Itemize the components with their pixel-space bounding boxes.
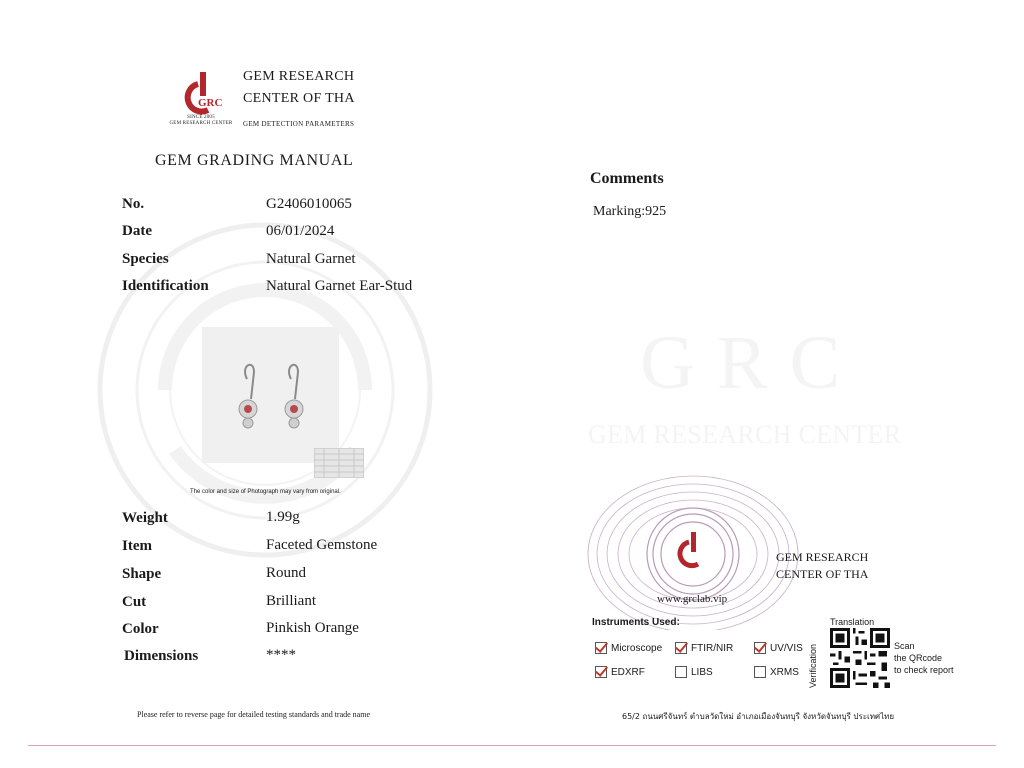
detail-label-date: Date bbox=[122, 223, 152, 239]
rosette-brand-line-2: CENTER OF THA bbox=[776, 567, 869, 581]
instrument-label: XRMS bbox=[770, 666, 799, 678]
detail-label-species: Species bbox=[122, 251, 169, 267]
logo-text: GRC bbox=[198, 97, 223, 109]
detail-value-dimensions: **** bbox=[266, 647, 296, 663]
detail-value-item: Faceted Gemstone bbox=[266, 537, 378, 553]
detail-label-shape: Shape bbox=[122, 566, 162, 582]
scan-line-3: to check report bbox=[894, 665, 954, 675]
watermark-center: GEM RESEARCH CENTER bbox=[588, 420, 902, 449]
grc-logo-icon bbox=[178, 72, 224, 116]
instrument-xrms bbox=[754, 666, 799, 678]
checkbox-checked-icon bbox=[595, 642, 607, 654]
detail-label-color: Color bbox=[122, 621, 159, 637]
checkbox-checked-icon bbox=[595, 666, 607, 678]
qr-scan-instructions bbox=[894, 640, 954, 676]
detail-value-date: 06/01/2024 bbox=[266, 223, 335, 239]
instrument-ftir-nir bbox=[675, 642, 733, 654]
logo-since-year: SINCE 2005 bbox=[187, 115, 215, 120]
qr-verification-label: Verification bbox=[808, 643, 818, 688]
logo-since-sub: GEM RESEARCH CENTER bbox=[169, 121, 233, 126]
rosette-url: www.grclab.vip bbox=[657, 593, 728, 605]
instrument-label: EDXRF bbox=[611, 666, 645, 678]
footer-address: 65/2 ถนนศรีจันทร์ ตำบลวัดใหม่ อำเภอเมืองจันทบุรี จังหวัดจันทบุรี ประเทศไทย bbox=[622, 712, 895, 721]
instrument-libs bbox=[675, 666, 713, 678]
detail-label-weight: Weight bbox=[122, 510, 168, 526]
detail-value-color: Pinkish Orange bbox=[266, 620, 359, 636]
instrument-edxrf bbox=[595, 666, 645, 678]
rosette-seal bbox=[582, 468, 804, 630]
logo-since bbox=[168, 115, 234, 127]
detail-label-item: Item bbox=[122, 538, 152, 554]
photo-caption: The color and size of Photograph may vary from original. bbox=[190, 489, 341, 495]
instrument-label: Microscope bbox=[611, 642, 663, 654]
document-title: GEM GRADING MANUAL bbox=[155, 152, 354, 169]
footer-note: Please refer to reverse page for detailed testing standards and trade name bbox=[137, 710, 371, 719]
product-photo bbox=[202, 327, 339, 463]
brand-line-1: GEM RESEARCH bbox=[243, 69, 355, 84]
detail-label-no: No. bbox=[122, 196, 145, 212]
detail-value-no: G2406010065 bbox=[266, 196, 352, 212]
footer-divider bbox=[28, 745, 996, 746]
instrument-uv-vis bbox=[754, 642, 803, 654]
instrument-label: UV/VIS bbox=[770, 642, 803, 654]
detail-value-species: Natural Garnet bbox=[266, 251, 356, 267]
checkbox-empty-icon bbox=[675, 666, 687, 678]
comments-title: Comments bbox=[590, 170, 664, 187]
instrument-label: FTIR/NIR bbox=[691, 642, 734, 654]
comments-text: Marking:925 bbox=[593, 204, 667, 219]
instrument-microscope bbox=[595, 642, 662, 654]
checkbox-checked-icon bbox=[675, 642, 687, 654]
hologram-sticker bbox=[314, 448, 364, 478]
detail-value-shape: Round bbox=[266, 565, 307, 581]
instruments-title: Instruments Used: bbox=[592, 617, 680, 628]
rosette-brand-line-1: GEM RESEARCH bbox=[776, 550, 869, 564]
qr-code-icon[interactable] bbox=[830, 628, 890, 688]
scan-line-2: the QRcode bbox=[894, 653, 943, 663]
qr-translation-label: Translation bbox=[830, 617, 875, 627]
detail-value-cut: Brilliant bbox=[266, 593, 316, 609]
scan-line-1: Scan bbox=[894, 641, 915, 651]
checkbox-checked-icon bbox=[754, 642, 766, 654]
instrument-label: LIBS bbox=[691, 666, 713, 678]
detail-label-identification: Identification bbox=[122, 278, 209, 294]
detail-value-identification: Natural Garnet Ear-Stud bbox=[266, 278, 413, 294]
detail-label-dimensions: Dimensions bbox=[124, 648, 199, 664]
detail-label-cut: Cut bbox=[122, 594, 147, 610]
detail-value-weight: 1.99g bbox=[266, 509, 300, 525]
brand-subtitle: GEM DETECTION PARAMETERS bbox=[243, 120, 355, 128]
checkbox-empty-icon bbox=[754, 666, 766, 678]
watermark-grc: GRC bbox=[640, 321, 863, 405]
brand-line-2: CENTER OF THA bbox=[243, 91, 355, 106]
